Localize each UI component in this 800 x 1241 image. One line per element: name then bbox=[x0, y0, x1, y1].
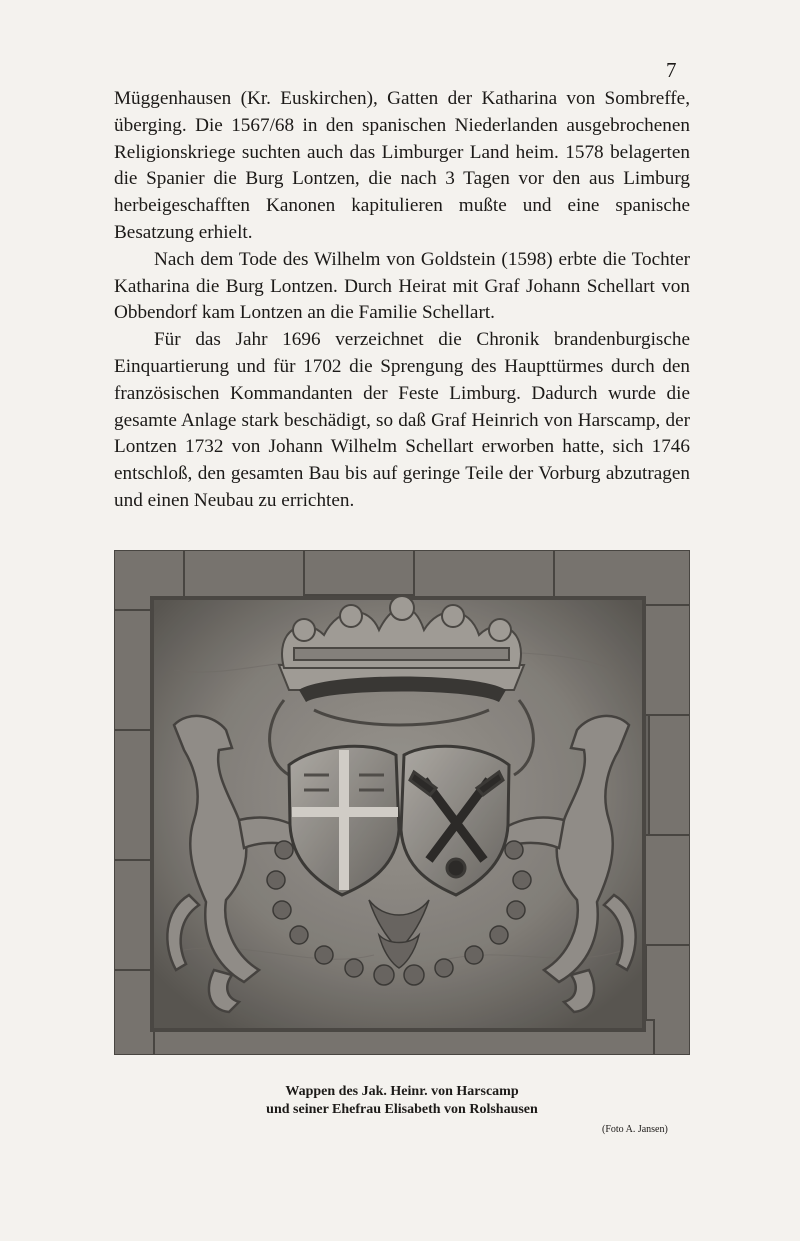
photo-credit: (Foto A. Jansen) bbox=[602, 1124, 668, 1135]
figure-caption bbox=[114, 1083, 690, 1119]
caption-line-1: Wappen des Jak. Heinr. von Harscamp bbox=[285, 1084, 519, 1099]
paragraph-1: Müggenhausen (Kr. Euskirchen), Gatten der Katharina von Sombreffe, überging. Die 1567/68 in den spanischen Niederlanden ausgebrochenen Religionskriege suchten auch das Limburger Land heim. 1578 belagerten die Spanier die Burg Lontzen, die nach 3 Tagen vor den aus Limburg herbeigeschafften Kanonen kapitulieren mußte und eine spanische Besatzung erhielt. bbox=[114, 88, 690, 243]
paragraph-3: Für das Jahr 1696 verzeichnet die Chronik brandenburgische Einquartierung und für 1702 die Sprengung des Haupttürmes durch den französischen Kommandanten der Feste Limburg. Dadurch wurde die gesamte Anlage stark beschädigt, so daß Graf Heinrich von Harscamp, der Lontzen 1732 von Johann Wilhelm Schellart erworben hatte, sich 1746 entschloß, den gesamten Bau bis auf geringe Teile der Vorburg abzutragen und einen Neubau zu errichten. bbox=[114, 329, 690, 511]
body-text bbox=[114, 86, 690, 515]
paragraph-2: Nach dem Tode des Wilhelm von Goldstein (1598) erbte die Tochter Katharina die Burg Lontzen. Durch Heirat mit Graf Johann Schellart von Obbendorf kam Lontzen an die Familie Schellart. bbox=[114, 248, 690, 324]
page-number: 7 bbox=[666, 58, 677, 82]
caption-line-2: und seiner Ehefrau Elisabeth von Rolshausen bbox=[266, 1102, 538, 1117]
coat-of-arms-photo bbox=[114, 550, 690, 1055]
